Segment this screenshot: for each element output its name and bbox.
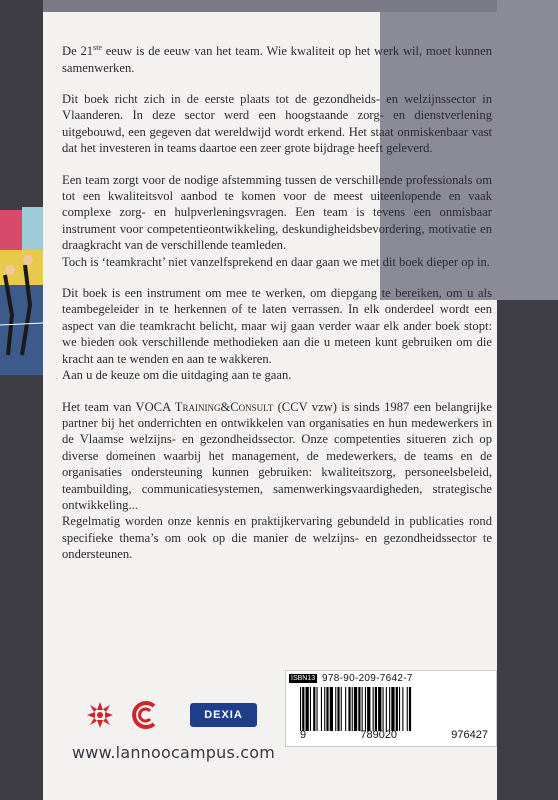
- barcode-bar: [383, 687, 384, 731]
- caritas-logo: [85, 700, 115, 730]
- barcode-bar: [324, 687, 325, 731]
- barcode-bar: [362, 687, 363, 731]
- top-edge: [43, 0, 497, 12]
- barcode-bar: [358, 687, 360, 731]
- barcode-bar: [367, 687, 370, 731]
- barcode-bar: [402, 687, 403, 731]
- barcode-bar: [300, 687, 301, 731]
- paragraph-instrument-2: Aan u de keuze om die uitdaging aan te gaan.: [62, 368, 292, 383]
- barcode-digits: 9 789020 976427: [300, 729, 488, 741]
- publisher-url[interactable]: www.lannoocampus.com: [72, 743, 276, 762]
- isbn-barcode-box: [285, 670, 497, 747]
- dexia-logo: DEXIA: [190, 703, 257, 727]
- barcode-bar: [335, 687, 336, 731]
- barcode-bar: [391, 687, 394, 731]
- barcode-bar: [302, 687, 304, 731]
- barcode-bar: [407, 687, 408, 731]
- barcode-bar: [341, 687, 342, 731]
- barcode-bar: [396, 687, 398, 731]
- barcode-bar: [330, 687, 333, 731]
- barcode-bar: [321, 687, 322, 731]
- paragraph-voca-2: Regelmatig worden onze kennis en praktijkervaring gebundeld in publicaties rond specifieke thema’s om ook op die manier de welzijns- en gezondheidssector te ondersteunen.: [62, 514, 492, 562]
- barcode-bar: [317, 687, 318, 731]
- barcode: [300, 687, 488, 731]
- barcode-bar: [337, 687, 339, 731]
- paragraph-team: Een team zorgt voor de nodige afstemming tussen de verschillende professionals om tot een kwaliteitsvol aanbod te komen voor de meest uiteenlopende en vaak complexe zorg- en hulpverleningsvragen. Een team is tevens een onmisbaar instrument voor competentieontwikkeling, deskundigheidsbevordering, motivatie en draagkracht van de verschillende teamleden.: [62, 172, 492, 253]
- barcode-bar: [386, 687, 387, 731]
- right-dark-strip: [497, 300, 558, 800]
- barcode-bar: [399, 687, 400, 731]
- barcode-bar: [409, 687, 411, 731]
- barcode-bar: [375, 687, 377, 731]
- barcode-bar: [389, 687, 390, 731]
- barcode-bar: [354, 687, 357, 731]
- teamwork-illustration: [0, 205, 43, 375]
- paragraph-team-2: Toch is ‘teamkracht’ niet vanzelfsprekend en daar gaan we met dit boek dieper op in.: [62, 254, 490, 269]
- isbn-number: 978-90-209-7642-7: [322, 673, 413, 684]
- barcode-bar: [310, 687, 311, 731]
- barcode-bar: [313, 687, 315, 731]
- barcode-bar: [378, 687, 381, 731]
- barcode-bar: [348, 687, 350, 731]
- barcode-bar: [352, 687, 353, 731]
- barcode-bar: [306, 687, 309, 731]
- isbn-label: ISBN13: [291, 675, 316, 682]
- paragraph-instrument: Dit boek is een instrument om mee te werken, om diepgang te bereiken, om u als teambegeleider in te herkennen of te laten verrassen. In elk onderdeel wordt een aspect van die teamkracht belicht, maar wij gaan verder waar elk ander boek stopt: we bieden ook verschillende methodieken aan die u meteen kunt gebruiken om die kracht aan te wenden en aan te wakkeren.: [62, 286, 492, 366]
- barcode-bar: [345, 687, 346, 731]
- left-dark-strip: [0, 0, 43, 800]
- ccv-logo: [130, 700, 160, 730]
- paragraph-sector: Dit boek richt zich in de eerste plaats tot de gezondheids- en welzijnssector in Vlaanderen. In deze sector werd een hoogstaande zorg- en dienstverlening uitgebouwd, een gegeven dat wereldwijd wordt erkend. Het staat onmiskenbaar vast dat het investeren in teams daartoe een zeer grote bijdrage heeft geleverd.: [62, 92, 492, 156]
- paragraph-intro: De 21ste eeuw is de eeuw van het team. Wie kwaliteit op het werk wil, moet kunnen samenwerken.: [62, 43, 492, 75]
- barcode-bar: [373, 687, 374, 731]
- paragraph-voca: Het team van VOCA Training&Consult (CCV vzw) is sinds 1987 een belangrijke partner bij het onderrichten en ontwikkelen van organisaties en hun medewerkers in de Vlaamse welzijns- en gezondheidssector. Onze competenties situeren zich op diverse domeinen waarbij het management, de medewerkers, de teams en de organisaties ondersteuning kunnen gebruiken: kwaliteitszorg, personeelsbeleid, teambuilding, communicatiesystemen, samenwerkingsvaardigheden, strategische ontwikkeling...: [62, 399, 492, 512]
- barcode-bar: [365, 687, 366, 731]
- back-cover-text: [62, 40, 492, 578]
- barcode-bar: [326, 687, 328, 731]
